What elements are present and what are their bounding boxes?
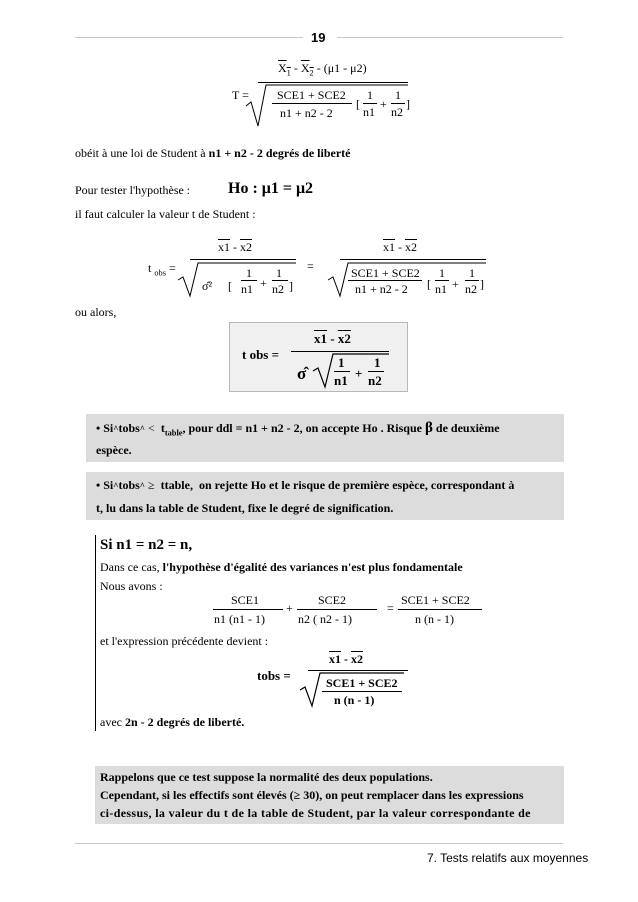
- footer-text: 7. Tests relatifs aux moyennes: [427, 851, 589, 865]
- case-title: Si n1 = n2 = n,: [100, 537, 193, 553]
- tobs-eq2: =: [307, 259, 314, 273]
- formula-t-bar-a: [363, 103, 377, 104]
- tobs2-one-a: 1: [439, 266, 445, 280]
- case-tobs-bar: [308, 670, 408, 671]
- formula-t-plus: +: [380, 97, 387, 111]
- boxed-main-bar: [291, 351, 389, 352]
- tobs2-plus: +: [452, 277, 459, 291]
- boxed-sigma: σ̂: [297, 364, 307, 383]
- case-f2-bar: [297, 609, 377, 610]
- tobs2-bar-a: [435, 280, 449, 281]
- tobs-sigma: σ̂²: [202, 279, 213, 293]
- tobs-n2: n2: [272, 282, 284, 296]
- student-law-text: obéit à une loi de Student à n1 + n2 - 2 degrés de liberté: [75, 146, 351, 160]
- formula-t-x1: $X_1$: [278, 61, 291, 78]
- case-sq-num: SCE1 + SCE2: [326, 676, 398, 690]
- footer-rule: [75, 843, 563, 844]
- hypothesis-label: Pour tester l'hypothèse :: [75, 183, 191, 197]
- tobs2-sce: SCE1 + SCE2: [351, 266, 420, 280]
- formula-t-mu-diff: - (μ1 - μ2): [316, 61, 367, 75]
- formula-t-one-b: 1: [395, 88, 401, 102]
- case-f3-den: n (n - 1): [415, 612, 454, 626]
- tobs2-minus: -: [398, 240, 402, 254]
- boxed-lhs: t obs =: [242, 347, 280, 362]
- formula-t-n1: n1: [363, 105, 375, 119]
- remark-line1: Rappelons que ce test suppose la normalité des deux populations.: [100, 770, 433, 784]
- case-f2-num: SCE2: [318, 593, 347, 607]
- case-line4: avec 2n - 2 degrés de liberté.: [100, 715, 245, 729]
- boxed-one-b: 1: [374, 355, 381, 370]
- tobs2-den: n1 + n2 - 2: [355, 282, 408, 296]
- tobs-numerator-2: [383, 240, 417, 255]
- rule1-line1: • Si^tobs^ < $t_{table}$, pour ddl = n1 + n2 - 2, on accepte Ho . Risque β de deuxième: [96, 420, 500, 438]
- header-rule-right: [337, 37, 563, 38]
- case-f2-den: n2 ( n2 - 1): [298, 612, 352, 626]
- boxed-minus: -: [330, 331, 335, 346]
- formula-t-one-a: 1: [367, 88, 373, 102]
- tobs-bar-a: [241, 280, 257, 281]
- tobs2-frac-bar: [348, 280, 422, 281]
- tobs2-n1: n1: [435, 282, 447, 296]
- boxed-n1: n1: [334, 373, 348, 388]
- case-sq-den: n (n - 1): [334, 693, 375, 707]
- hypothesis-h0: Ho : μ1 = μ2: [228, 180, 314, 197]
- tobs2-x1: x1: [383, 240, 395, 254]
- tobs2-one-b: 1: [469, 266, 475, 280]
- formula-t-n2: n2: [391, 105, 403, 119]
- case-f1-den: n1 (n1 - 1): [214, 612, 265, 626]
- tobs-x2: x2: [240, 240, 252, 254]
- rule1-line2: espèce.: [96, 443, 132, 457]
- formula-t-lhs: T =: [232, 88, 249, 102]
- tobs2-x2: x2: [405, 240, 417, 254]
- formula-t-minus: -: [293, 61, 298, 75]
- case-x2: x2: [351, 652, 363, 666]
- tobs-numerator: [218, 240, 252, 255]
- tobs-rbracket: ]: [289, 279, 293, 293]
- tobs2-n2: n2: [465, 282, 477, 296]
- rule2-line2: t, lu dans la table de Student, fixe le degré de signification.: [96, 501, 394, 515]
- boxed-bar-a: [334, 371, 350, 372]
- boxed-plus: +: [355, 366, 363, 381]
- case-line2: Nous avons :: [100, 579, 163, 593]
- tobs-lhs: t $_{obs}$ =: [148, 261, 176, 278]
- formula-t-main-bar: [258, 82, 408, 83]
- tobs2-lbracket: [: [427, 277, 431, 291]
- formula-t-frac-bar: [272, 103, 352, 104]
- header-rule-left: [75, 37, 303, 38]
- boxed-n2: n2: [368, 373, 382, 388]
- formula-t-x2: $X_2$: [300, 61, 314, 78]
- case-f3-num: SCE1 + SCE2: [401, 593, 470, 607]
- page-number: 19: [311, 30, 326, 45]
- case-f1-num: SCE1: [231, 593, 260, 607]
- tobs-one-b: 1: [276, 266, 282, 280]
- boxed-bar-b: [368, 371, 384, 372]
- remark-line3: ci-dessus, la valeur du t de la table de Student, par la valeur correspondante de: [100, 806, 531, 820]
- case-line3: et l'expression précédente devient :: [100, 634, 269, 648]
- rule2-line1: • Si^tobs^ ≥ ttable, on rejette Ho et le risque de première espèce, correspondant à: [96, 478, 515, 492]
- case-eq: =: [387, 601, 394, 615]
- remark-line2: Cependant, si les effectifs sont élevés (≥ 30), on peut remplacer dans les expressions: [100, 788, 524, 802]
- case-sq-bar: [322, 691, 402, 692]
- formula-t-lbracket: [: [356, 97, 360, 111]
- ou-alors: ou alors,: [75, 305, 117, 319]
- tobs-main-bar: [190, 259, 296, 260]
- boxed-x1: x1: [314, 331, 327, 346]
- case-minus: -: [344, 652, 348, 666]
- case-line1: Dans ce cas, l'hypothèse d'égalité des variances n'est plus fondamentale: [100, 560, 463, 574]
- formula-t-rbracket: ]: [406, 97, 410, 111]
- tobs2-main-bar: [340, 259, 486, 260]
- tobs-n1: n1: [241, 282, 253, 296]
- case-left-rule: [95, 535, 96, 731]
- tobs-plus: +: [260, 276, 267, 290]
- tobs-bar-b: [272, 280, 288, 281]
- formula-t-frac-num: SCE1 + SCE2: [277, 88, 346, 102]
- tobs2-bar-b: [465, 280, 479, 281]
- case-tobs-lhs: tobs =: [257, 668, 291, 683]
- formula-t-bar-b: [391, 103, 405, 104]
- boxed-one-a: 1: [338, 355, 345, 370]
- formula-t-frac-den: n1 + n2 - 2: [280, 106, 333, 120]
- case-f3-bar: [398, 609, 482, 610]
- tobs-lbracket: [: [228, 279, 232, 293]
- tobs-one-a: 1: [246, 266, 252, 280]
- boxed-x2: x2: [337, 331, 351, 346]
- case-plus: +: [286, 601, 293, 615]
- tobs-x1: x1: [218, 240, 230, 254]
- tobs-minus: -: [233, 240, 237, 254]
- boxed-numerator: [314, 331, 351, 347]
- case-tobs-numerator: [329, 652, 363, 667]
- case-x1: x1: [329, 652, 341, 666]
- case-f1-bar: [213, 609, 283, 610]
- tobs2-rbracket: ]: [480, 277, 484, 291]
- calc-line: il faut calculer la valeur t de Student :: [75, 207, 256, 221]
- formula-t-numerator: [278, 61, 367, 77]
